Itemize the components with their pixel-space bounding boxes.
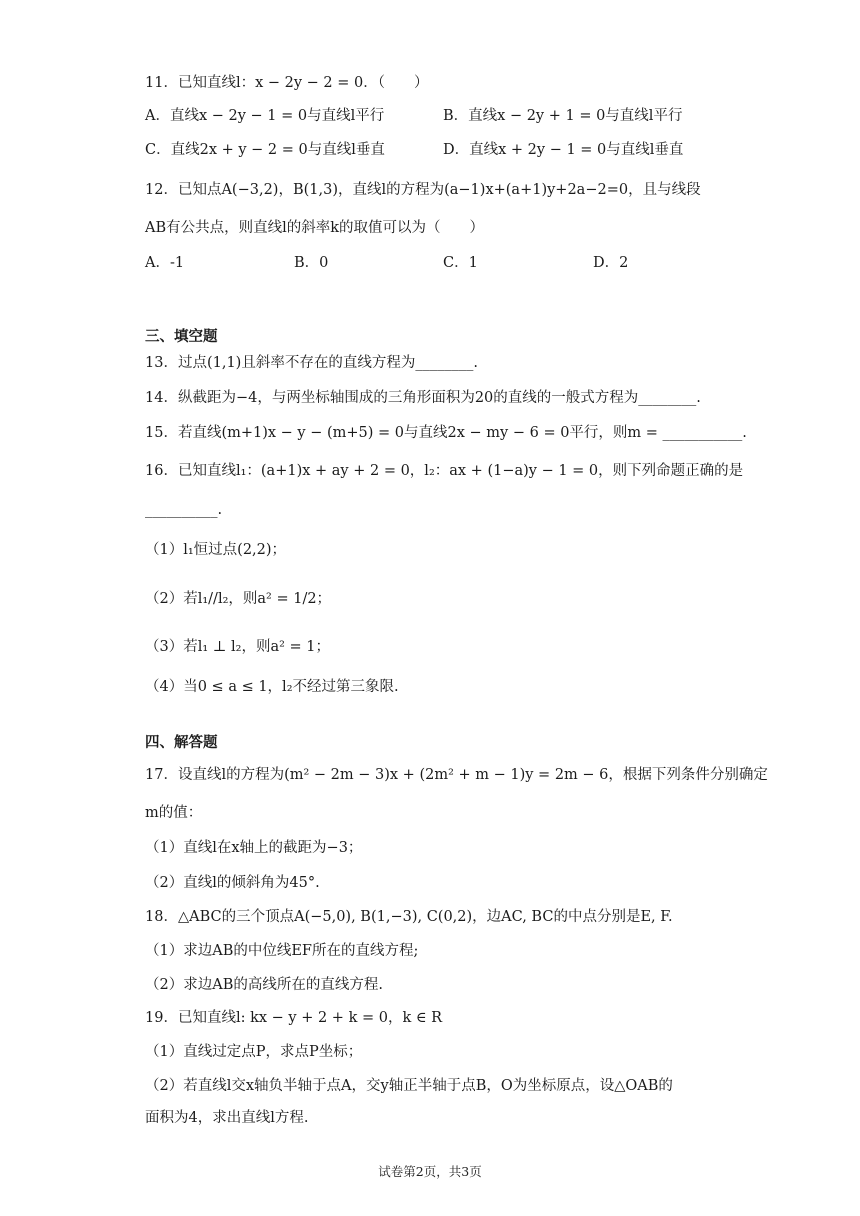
question-15: 15．若直线(m+1)x − y − (m+5) = 0与直线2x − my − 6 = 0平行，则m = ___________. <box>145 425 747 441</box>
section-fill-in-blank-heading: 三、填空题 <box>145 328 218 345</box>
question-12-option-a: A．-1 <box>145 255 185 271</box>
question-12-line-2: AB有公共点，则直线l的斜率k的取值可以为（ ） <box>145 220 485 236</box>
question-16-item-1: （1）l₁恒过点(2,2)； <box>145 542 287 558</box>
question-17-item-2: （2）直线l的倾斜角为45°. <box>145 875 320 891</box>
question-11-stem: 11．已知直线l：x − 2y − 2 = 0．（ ） <box>145 75 429 91</box>
question-17-line-1: 17．设直线l的方程为(m² − 2m − 3)x + (2m² + m − 1)y = 2m − 6，根据下列条件分别确定 <box>145 767 768 783</box>
question-19-line-1: 19．已知直线l: kx − y + 2 + k = 0，k ∈ R <box>145 1010 443 1026</box>
question-16-line-2: __________. <box>145 502 223 518</box>
question-12-option-c: C．1 <box>443 255 478 271</box>
question-11-option-c: C．直线2x + y − 2 = 0与直线l垂直 <box>145 142 385 158</box>
question-17-line-2: m的值： <box>145 805 203 821</box>
question-18-line-1: 18．△ABC的三个顶点A(−5,0), B(1,−3), C(0,2)，边AC, BC的中点分别是E, F. <box>145 909 673 925</box>
section-answer-heading: 四、解答题 <box>145 734 218 751</box>
question-17-item-1: （1）直线l在x轴上的截距为−3； <box>145 840 363 856</box>
question-16-item-2: （2）若l₁//l₂，则a² = 1/2； <box>145 591 332 607</box>
question-19-item-2-continued: 面积为4，求出直线l方程. <box>145 1110 309 1126</box>
question-11-option-b: B．直线x − 2y + 1 = 0与直线l平行 <box>443 108 683 124</box>
question-12-option-b: B．0 <box>294 255 329 271</box>
question-18-item-1: （1）求边AB的中位线EF所在的直线方程; <box>145 943 419 959</box>
question-19-item-1: （1）直线过定点P，求点P坐标； <box>145 1044 363 1060</box>
question-11-option-d: D．直线x + 2y − 1 = 0与直线l垂直 <box>443 142 684 158</box>
question-11-option-a: A．直线x − 2y − 1 = 0与直线l平行 <box>145 108 385 124</box>
question-16-line-1: 16．已知直线l₁：(a+1)x + ay + 2 = 0，l₂：ax + (1−a)y − 1 = 0，则下列命题正确的是 <box>145 463 744 479</box>
question-12-option-d: D．2 <box>593 255 629 271</box>
question-16-item-3: （3）若l₁ ⊥ l₂，则a² = 1； <box>145 639 331 655</box>
question-16-item-4: （4）当0 ≤ a ≤ 1，l₂不经过第三象限. <box>145 679 399 695</box>
question-18-item-2: （2）求边AB的高线所在的直线方程. <box>145 977 383 993</box>
question-19-item-2: （2）若直线l交x轴负半轴于点A，交y轴正半轴于点B，O为坐标原点，设△OAB的 <box>145 1078 673 1094</box>
page-footer: 试卷第2页，共3页 <box>378 1164 482 1179</box>
question-14: 14．纵截距为−4，与两坐标轴围成的三角形面积为20的直线的一般式方程为________. <box>145 390 701 406</box>
question-13: 13．过点(1,1)且斜率不存在的直线方程为________. <box>145 355 478 371</box>
question-12-line-1: 12．已知点A(−3,2)，B(1,3)，直线l的方程为(a−1)x+(a+1)y+2a−2=0，且与线段 <box>145 182 701 198</box>
